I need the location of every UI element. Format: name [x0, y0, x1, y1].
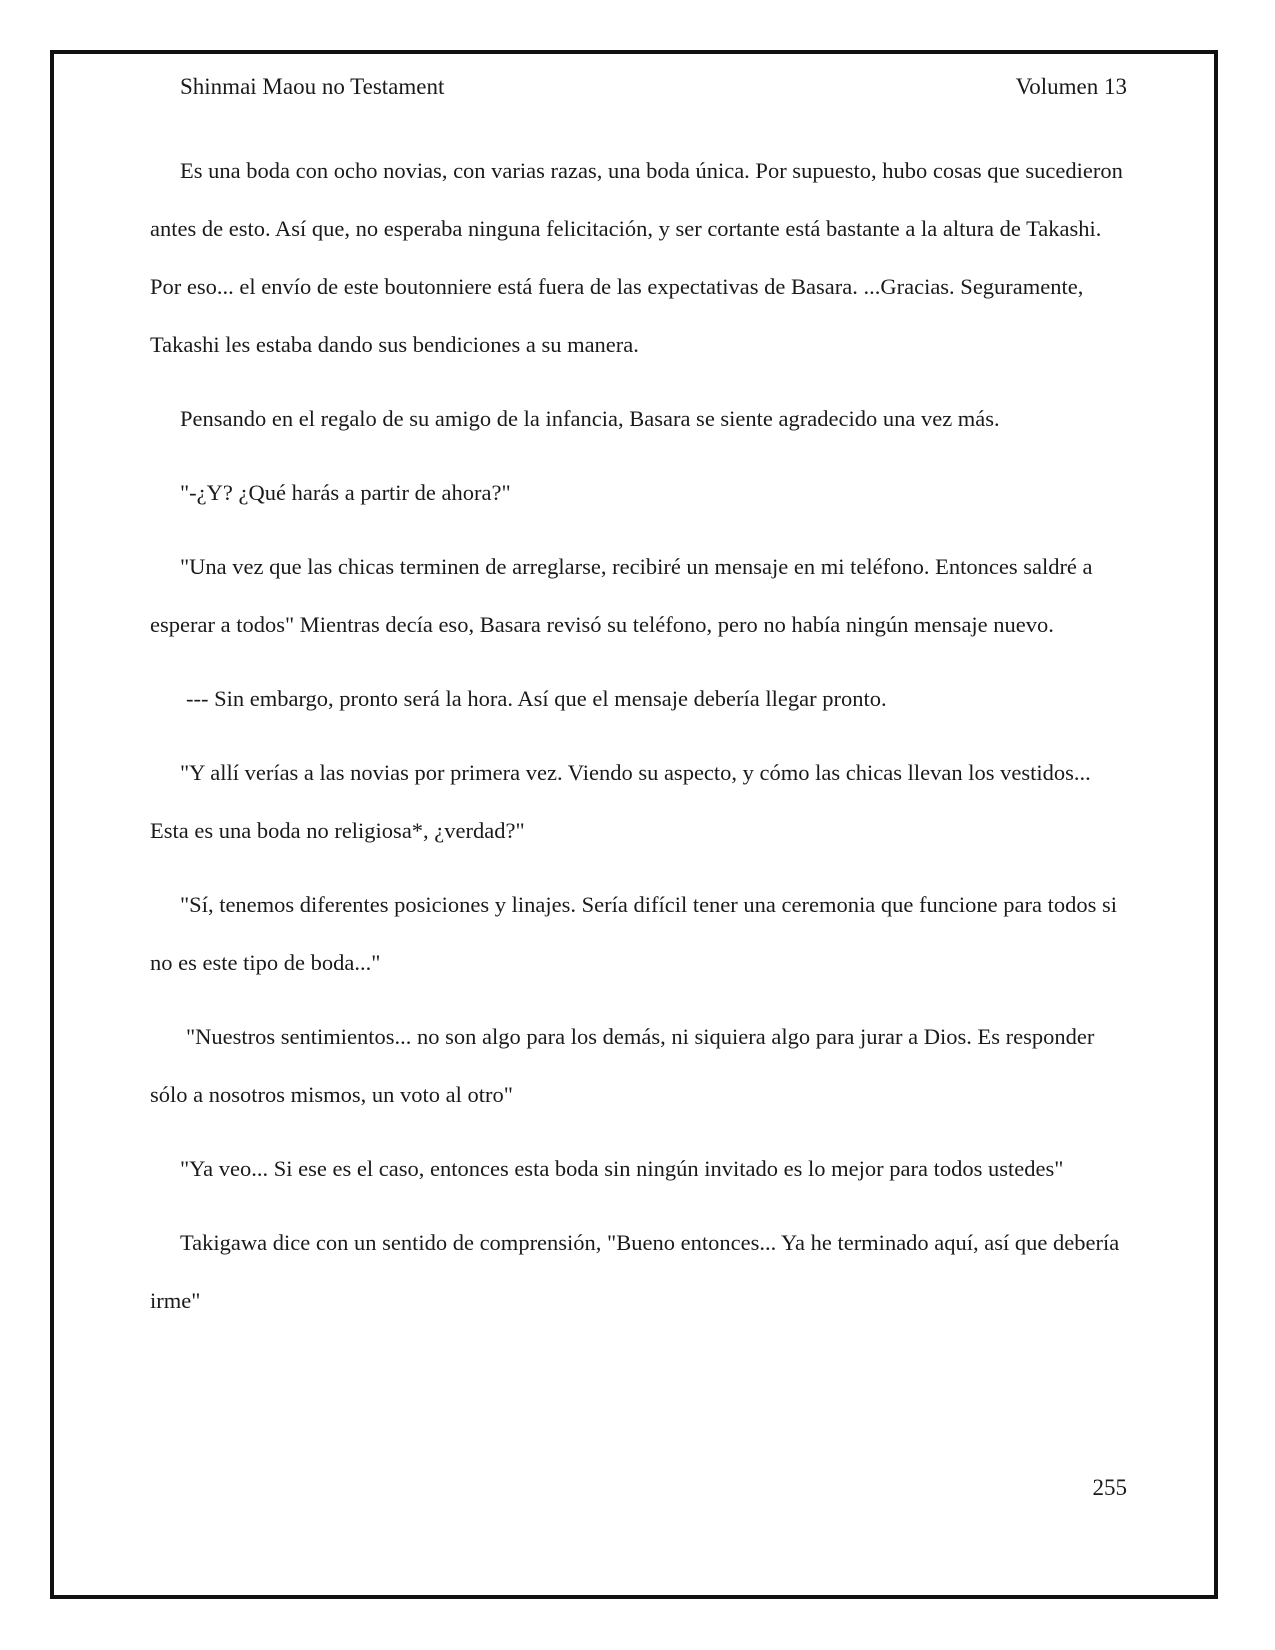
paragraph: "Ya veo... Si ese es el caso, entonces esta boda sin ningún invitado es lo mejor para todos ustedes" — [180, 1156, 1064, 1181]
paragraph: Takigawa dice con un sentido de comprensión, "Bueno entonces... Ya he terminado aquí, así que debería irme" — [150, 1230, 1120, 1313]
paragraph: "Y allí verías a las novias por primera vez. Viendo su aspecto, y cómo las chicas llevan los vestidos... Esta es una boda no religiosa*, ¿verdad?" — [150, 760, 1091, 843]
paragraph: --- Sin embargo, pronto será la hora. Así que el mensaje debería llegar pronto. — [186, 686, 887, 711]
page-body — [150, 142, 1125, 1346]
paragraph: "-¿Y? ¿Qué harás a partir de ahora?" — [180, 480, 511, 505]
paragraph: Pensando en el regalo de su amigo de la infancia, Basara se siente agradecido una vez más. — [180, 406, 1000, 431]
volume-label: Volumen 13 — [1015, 74, 1127, 99]
paragraph: "Sí, tenemos diferentes posiciones y linajes. Sería difícil tener una ceremonia que funcione para todos si no es este tipo de boda..." — [150, 892, 1118, 975]
page-number: 255 — [1092, 1475, 1127, 1500]
book-title: Shinmai Maou no Testament — [180, 74, 445, 99]
paragraph: Es una boda con ocho novias, con varias razas, una boda única. Por supuesto, hubo cosas que sucedieron antes de esto. Así que, no esperaba ninguna felicitación, y ser cortante está bastante a la altura de Takashi. Por eso... el envío de este boutonniere está fuera de las expectativas de Basara. ...Gracias. Seguramente, Takashi les estaba dando sus bendiciones a su manera. — [150, 158, 1123, 357]
paragraph: "Nuestros sentimientos... no son algo para los demás, ni siquiera algo para jurar a Dios. Es responder sólo a nosotros mismos, un voto al otro" — [150, 1024, 1095, 1107]
paragraph: "Una vez que las chicas terminen de arreglarse, recibiré un mensaje en mi teléfono. Entonces saldré a esperar a todos" Mientras decía eso, Basara revisó su teléfono, pero no había ningún mensaje nuevo. — [150, 554, 1093, 637]
